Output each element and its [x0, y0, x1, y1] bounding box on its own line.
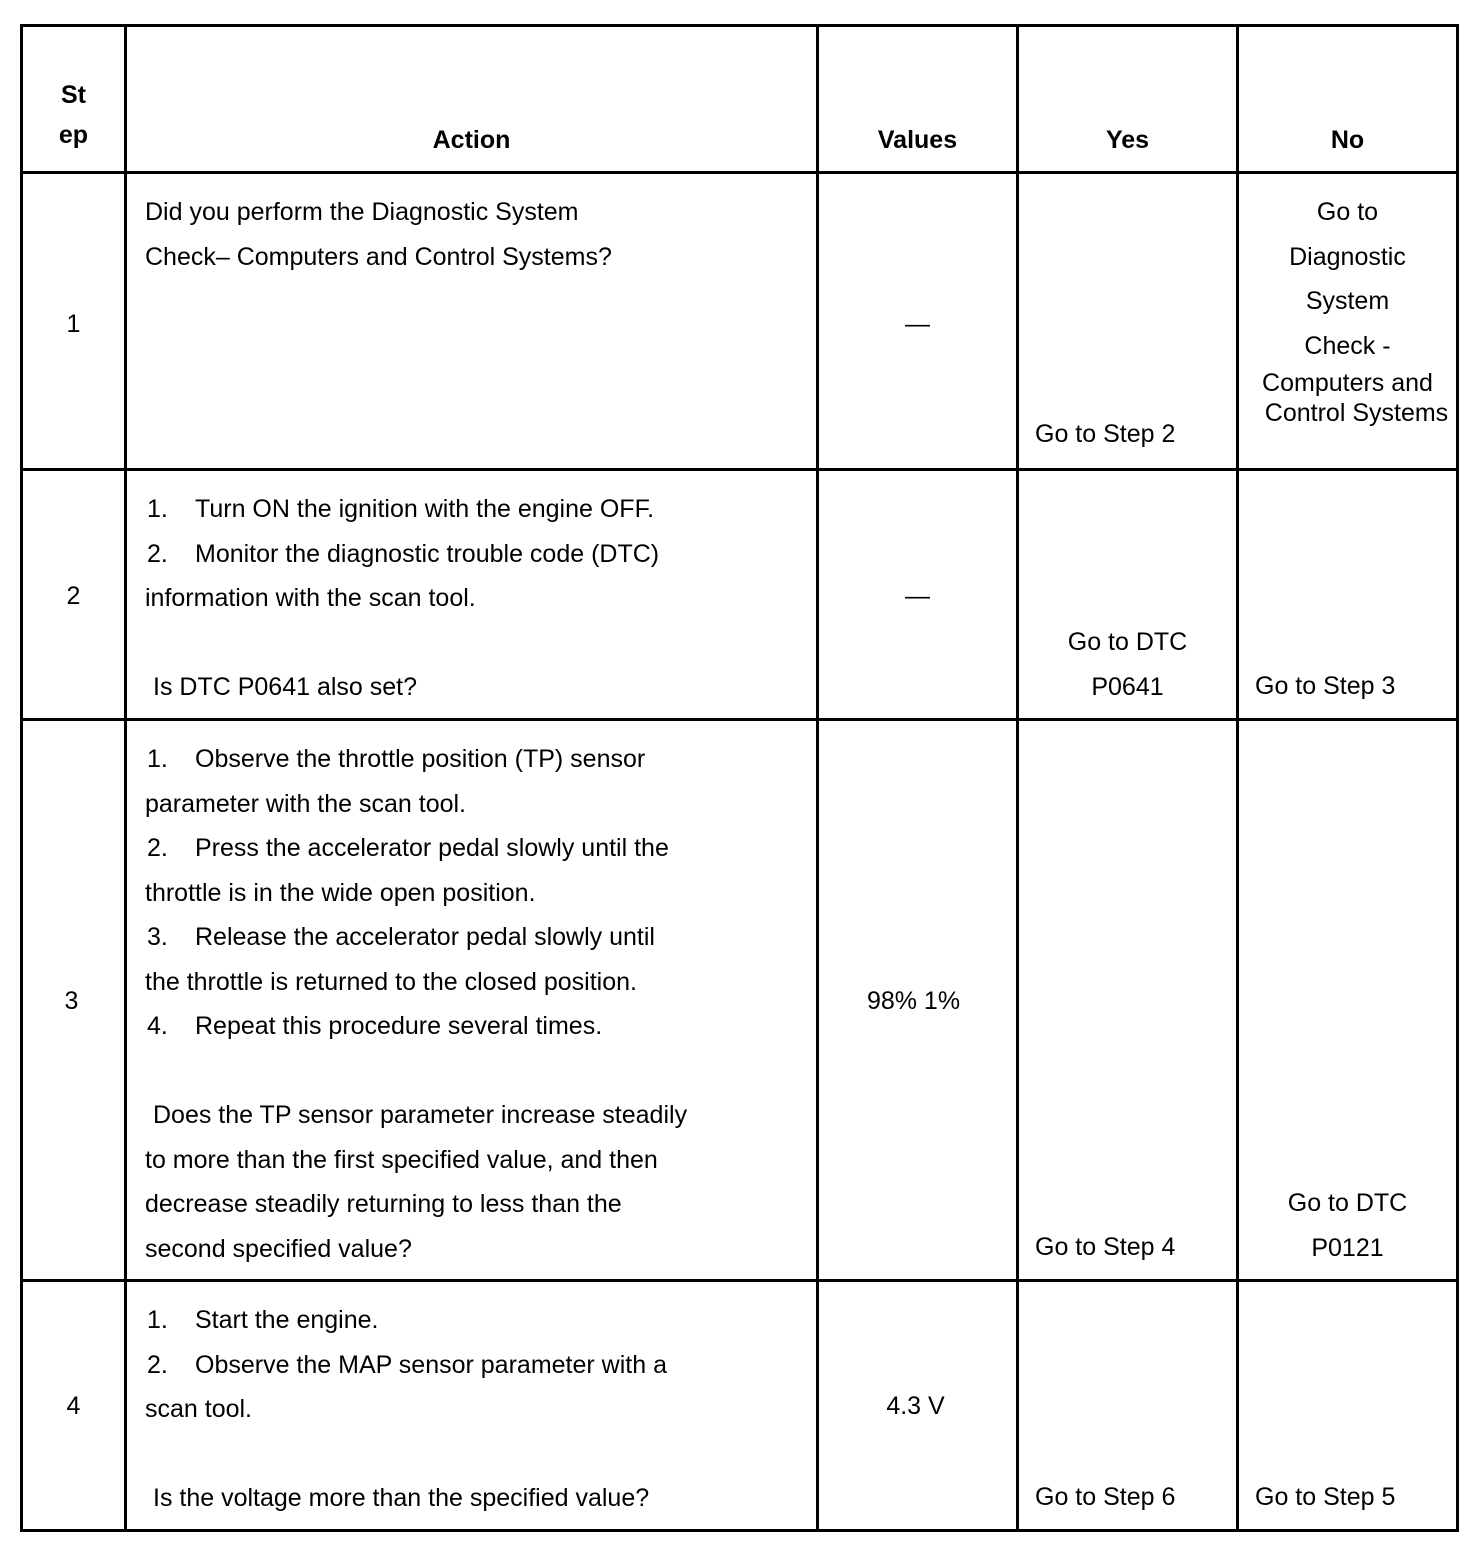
no-cell: [1238, 1281, 1458, 1531]
list-item: [145, 915, 687, 960]
yes-cell: [1018, 470, 1238, 720]
list-item: [145, 1343, 667, 1388]
list-item: [145, 487, 659, 532]
table-row: [22, 470, 1458, 720]
action-line: Check– Computers and Control Systems?: [145, 242, 612, 271]
header-action: Action: [126, 26, 818, 173]
no-line: Check -: [1304, 331, 1391, 360]
header-values: Values: [818, 26, 1018, 173]
list-text: information with the scan tool.: [145, 584, 476, 612]
no-link[interactable]: [1239, 1181, 1456, 1270]
step-number: 4: [66, 1391, 81, 1420]
list-text: throttle is in the wide open position.: [145, 878, 536, 907]
list-item: [145, 532, 659, 577]
action-cell: [126, 173, 818, 470]
action-cell: [126, 1281, 818, 1531]
no-line: System: [1305, 287, 1390, 315]
no-line: Go to DTC: [1287, 1189, 1408, 1217]
no-cell: [1238, 470, 1458, 720]
list-item: [145, 1298, 667, 1343]
step-number: 2: [66, 581, 81, 610]
list-text: Start the engine.: [195, 1306, 379, 1334]
no-link[interactable]: Go to Step 5: [1255, 1483, 1396, 1511]
question-text: to more than the first specified value, and then: [145, 1145, 658, 1174]
value-text: 98% 1%: [866, 986, 961, 1015]
step-cell: [22, 470, 126, 720]
value-text: 4.3 V: [886, 1391, 945, 1420]
yes-link[interactable]: Go to Step 2: [1035, 420, 1176, 448]
no-cell: [1238, 173, 1458, 470]
question-text: Is DTC P0641 also set?: [153, 673, 418, 701]
list-text: Press the accelerator pedal slowly until the: [195, 834, 669, 862]
header-step-part2: ep: [58, 121, 89, 149]
diagnostic-table: [20, 24, 1459, 1532]
yes-cell: [1018, 1281, 1238, 1531]
list-number: 2.: [147, 539, 168, 568]
header-row: [22, 26, 1458, 173]
step-number: 3: [64, 986, 79, 1015]
question-text: decrease steadily returning to less than the: [145, 1190, 622, 1218]
no-link[interactable]: [1239, 190, 1456, 428]
list-text: Turn ON the ignition with the engine OFF.: [195, 495, 655, 523]
list-text: the throttle is returned to the closed position.: [145, 967, 637, 996]
list-number: 3.: [147, 923, 168, 951]
list-text: Monitor the diagnostic trouble code (DTC): [195, 539, 660, 568]
table-row: [22, 1281, 1458, 1531]
table-row: [22, 720, 1458, 1281]
yes-link[interactable]: Go to Step 4: [1035, 1233, 1176, 1261]
value-text: —: [905, 581, 930, 610]
step-cell: [22, 1281, 126, 1531]
action-line: Did you perform the Diagnostic System: [145, 198, 579, 226]
header-yes: Yes: [1018, 26, 1238, 173]
no-link[interactable]: Go to Step 3: [1255, 672, 1396, 700]
list-item: [145, 1004, 687, 1049]
table-row: [22, 173, 1458, 470]
step-cell: [22, 173, 126, 470]
values-cell: [818, 720, 1018, 1281]
question-text: Is the voltage more than the specified value?: [153, 1484, 650, 1512]
yes-line: P0641: [1091, 672, 1164, 701]
list-item: [145, 826, 687, 871]
question-text: Does the TP sensor parameter increase steadily: [153, 1101, 688, 1129]
value-text: —: [905, 309, 930, 338]
no-line: Go to: [1316, 198, 1379, 226]
header-step: [22, 26, 126, 173]
no-line: Diagnostic: [1289, 242, 1406, 271]
values-cell: [818, 173, 1018, 470]
yes-line: Go to DTC: [1067, 628, 1188, 656]
action-cell: [126, 720, 818, 1281]
no-cell: [1238, 720, 1458, 1281]
yes-link[interactable]: Go to Step 6: [1035, 1483, 1176, 1511]
header-step-part1: St: [61, 81, 86, 109]
list-number: 1.: [147, 1306, 168, 1334]
question-text: second specified value?: [145, 1234, 412, 1263]
yes-cell: [1018, 173, 1238, 470]
list-number: 2.: [147, 834, 168, 862]
list-text: scan tool.: [145, 1395, 253, 1423]
list-text: parameter with the scan tool.: [145, 789, 466, 818]
values-cell: [818, 1281, 1018, 1531]
values-cell: [818, 470, 1018, 720]
no-line: Control Systems: [1264, 399, 1449, 427]
list-item: [145, 737, 687, 782]
header-no: No: [1238, 26, 1458, 173]
no-line: P0121: [1311, 1233, 1384, 1262]
step-cell: [22, 720, 126, 1281]
list-number: 1.: [147, 495, 168, 523]
list-number: 2.: [147, 1350, 168, 1379]
no-line: Computers and: [1262, 369, 1433, 397]
list-text: Release the accelerator pedal slowly until: [195, 923, 655, 951]
yes-link[interactable]: [1019, 620, 1236, 709]
step-number: 1: [66, 309, 81, 338]
list-text: Observe the MAP sensor parameter with a: [195, 1350, 667, 1379]
list-number: 4.: [147, 1012, 168, 1040]
yes-cell: [1018, 720, 1238, 1281]
list-number: 1.: [147, 745, 168, 773]
action-cell: [126, 470, 818, 720]
list-text: Observe the throttle position (TP) sensor: [195, 745, 646, 773]
list-text: Repeat this procedure several times.: [195, 1012, 603, 1040]
